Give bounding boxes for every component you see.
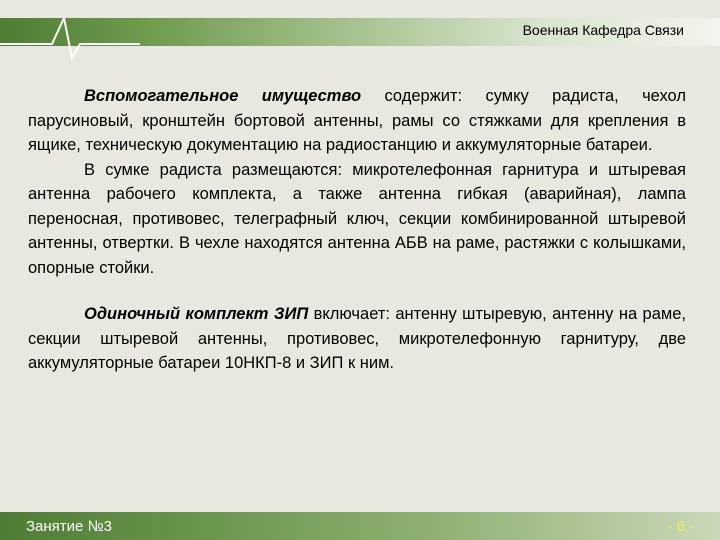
auxiliary-property-term: Вспомогательное имущество: [84, 87, 362, 105]
page-number: - 8 -: [667, 518, 694, 535]
zip-kit-term: Одиночный комплект ЗИП: [84, 305, 309, 323]
slide-header: [0, 0, 720, 62]
auxiliary-property-text: содержит: сумку радиста, чехол парусиновый, кронштейн бортовой антенны, рамы со стяжками для крепления в ящике, техническую документацию на радиостанцию и аккумуляторные батареи.: [28, 87, 686, 154]
paragraph-radio-bag: [28, 158, 686, 281]
paragraph-zip-kit: [28, 302, 686, 376]
pulse-line-icon: [0, 0, 140, 62]
lesson-label: Занятие №3: [26, 518, 113, 535]
header-title: Военная Кафедра Связи: [522, 22, 684, 38]
zip-kit-text: включает: антенну штыревую, антенну на раме, секции штыревой антенны, противовес, микротелефонную гарнитуру, две аккумуляторные батареи 10НКП-8 и ЗИП к ним.: [28, 305, 686, 372]
paragraph-auxiliary-property: [28, 84, 686, 158]
radio-bag-text: В сумке радиста размещаются: микротелефонная гарнитура и штыревая антенна рабочего комплекта, а также антенна гибкая (аварийная), лампа переносная, противовес, телеграфный ключ, секции комбинированной штыревой антенны, отвертки. В чехле находятся антенна АБВ на раме, растяжки с колышками, опорные стойки.: [28, 160, 686, 277]
slide-footer: [0, 512, 720, 540]
slide-content: [28, 84, 686, 376]
